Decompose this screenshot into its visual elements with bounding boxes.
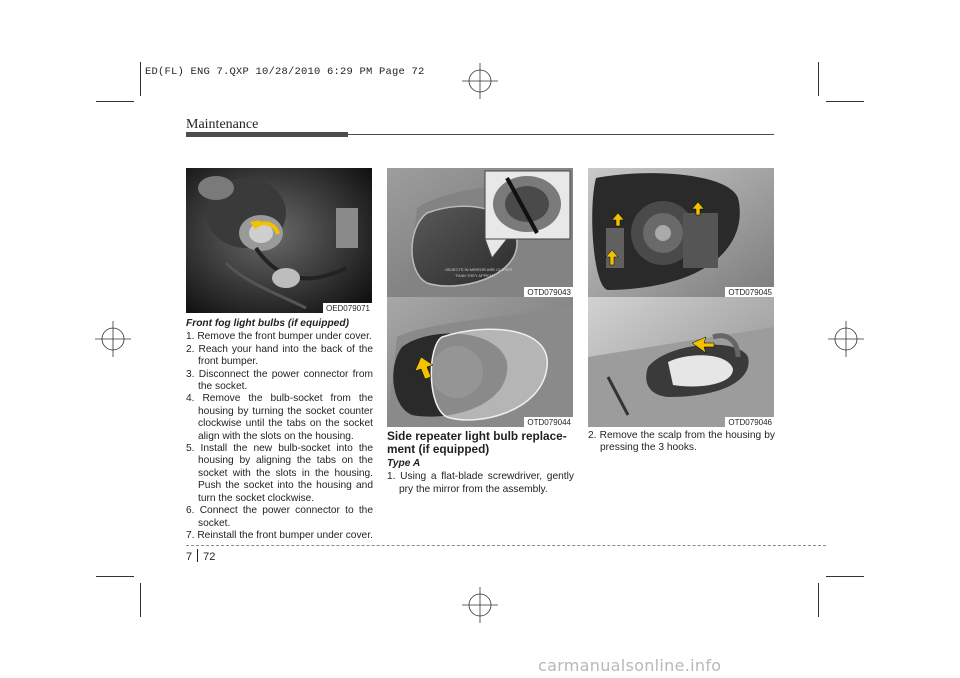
list-item: 2. Remove the scalp from the housing by pressing the 3 hooks. [588, 430, 775, 454]
crop-mark [826, 576, 864, 577]
list-item: 4. Remove the bulb-socket from the housing by turning the socket counter clockwise until the tabs on the socket align with the slots on the housing. [186, 393, 373, 442]
list-item: 2. Reach your hand into the back of the front bumper. [186, 343, 373, 368]
fog-light-steps [186, 331, 373, 542]
section-title: Maintenance [186, 117, 259, 132]
image-code: OTD079046 [725, 417, 774, 427]
image-code: OTD079043 [524, 287, 573, 297]
repeater-lens-photo [588, 297, 774, 427]
image-code: OED079071 [323, 303, 372, 313]
page-number-value: 72 [203, 551, 216, 563]
crop-mark [140, 583, 141, 617]
image-code: OTD079044 [524, 417, 573, 427]
list-item: 7. Reinstall the front bumper under cover. [186, 529, 373, 541]
side-repeater-section [387, 430, 574, 496]
scalp-steps [588, 430, 775, 455]
list-item: 3. Disconnect the power connector from the socket. [186, 368, 373, 393]
chapter-number: 7 [186, 551, 193, 563]
heading-rule [186, 132, 348, 137]
registration-target-icon [95, 321, 131, 357]
print-header: ED(FL) ENG 7.QXP 10/28/2010 6:29 PM Page 72 [145, 66, 425, 78]
heading-rule [348, 134, 774, 135]
registration-target-icon [462, 63, 498, 99]
image-code: OTD079045 [725, 287, 774, 297]
fog-light-heading: Front fog light bulbs (if equipped) [186, 318, 349, 329]
page-number [186, 549, 215, 563]
mirror-caption-1: OBJECTS IN MIRROR ARE CLOSER [445, 267, 513, 272]
crop-mark [826, 101, 864, 102]
list-item: 5. Install the new bulb-socket into the housing by aligning the tabs on the socket with the slots in the housing. Push the socket into the housing and turn the socket clockwise. [186, 443, 373, 504]
crop-mark [818, 62, 819, 96]
mirror-pry-photo [387, 168, 573, 297]
scalp-section [588, 430, 775, 455]
fog-light-photo [186, 168, 372, 313]
side-repeater-heading: Side repeater light bulb replace- ment (if equipped) [387, 429, 567, 456]
type-label: Type A [387, 458, 421, 469]
mirror-removal-photo [387, 297, 573, 427]
mirror-caption-2: THAN THEY APPEAR [455, 273, 495, 278]
crop-mark [96, 101, 134, 102]
crop-mark [96, 576, 134, 577]
side-repeater-steps [387, 471, 574, 496]
page-separator [197, 549, 198, 562]
list-item: 6. Connect the power connector to the socket. [186, 505, 373, 529]
registration-target-icon [462, 587, 498, 623]
fog-light-section [186, 318, 373, 542]
list-item: 1. Remove the front bumper under cover. [186, 331, 372, 343]
list-item: 1. Using a flat-blade screwdriver, gently pry the mirror from the assembly. [387, 471, 574, 495]
watermark: carmanualsonline.info [538, 656, 722, 675]
footer-rule [186, 545, 826, 546]
crop-mark [818, 583, 819, 617]
crop-mark [140, 62, 141, 96]
housing-hooks-photo [588, 168, 774, 297]
registration-target-icon [828, 321, 864, 357]
